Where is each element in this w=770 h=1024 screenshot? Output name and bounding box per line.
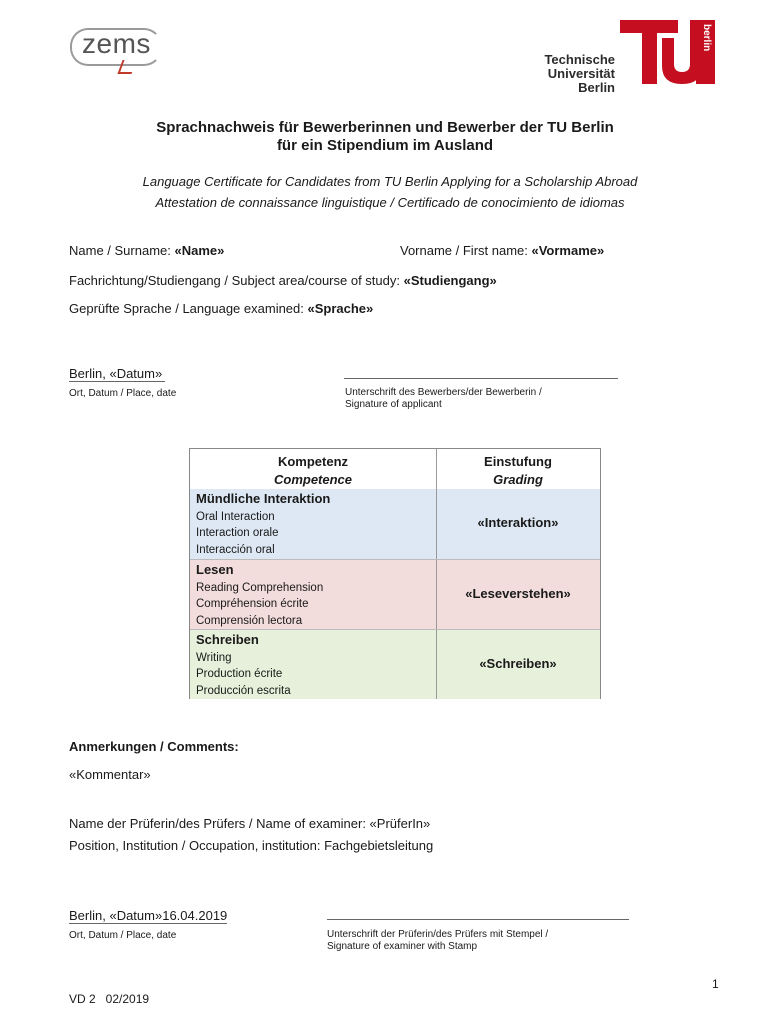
header-competence — [190, 449, 437, 489]
zems-logo-text: zems — [82, 28, 151, 59]
language-field — [69, 301, 373, 316]
examiner-date-underline — [69, 923, 227, 924]
version-label: VD 2 02/2019 — [69, 992, 150, 1006]
applicant-place-date-caption: Ort, Datum / Place, date — [69, 388, 177, 399]
applicant-signature-line — [344, 378, 618, 379]
examiner-signature-caption-1: Unterschrift der Prüferin/des Prüfers mit Stempel / — [327, 929, 549, 940]
page-number: 1 — [712, 977, 719, 991]
subtitle-fr-es: Attestation de connaissance linguistique / Certificado de conocimiento de idiomas — [155, 195, 625, 210]
reading-translations — [196, 580, 323, 629]
header-grading-de: Einstufung — [484, 454, 552, 469]
oral-title: Mündliche Interaktion — [196, 491, 331, 506]
title-line-2: für ein Stipendium im Ausland — [276, 137, 494, 154]
title-line-1: Sprachnachweis für Bewerberinnen und Bewerber der TU Berlin — [156, 119, 614, 136]
language-value: «Sprache» — [307, 301, 374, 316]
oral-fr: Interaction orale — [196, 527, 279, 540]
oral-grade: «Interaktion» — [477, 515, 559, 530]
name-value: «Name» — [174, 243, 225, 258]
subject-field — [69, 273, 497, 288]
reading-en: Reading Comprehension — [196, 582, 324, 594]
oral-translations — [196, 509, 278, 558]
subtitle-en: Language Certificate for Candidates from TU Berlin Applying for a Scholarship Abroad — [142, 174, 638, 189]
examiner-signature-caption-2: Signature of examiner with Stamp — [327, 941, 478, 952]
examiner-position: Position, Institution / Occupation, institution: Fachgebietsleitung — [69, 838, 434, 853]
header-grading — [436, 449, 600, 489]
table-row-writing — [190, 629, 600, 699]
tu-name-line-1: Technische — [544, 52, 615, 67]
examiner-place-date-caption: Ort, Datum / Place, date — [69, 930, 177, 941]
tu-name-line-3: Berlin — [578, 80, 615, 95]
header-competence-en: Competence — [273, 472, 353, 487]
reading-es: Comprensión lectora — [196, 614, 303, 627]
writing-title: Schreiben — [196, 632, 259, 647]
writing-en: Writing — [196, 652, 232, 664]
comments-value: «Kommentar» — [69, 767, 151, 782]
examiner-signature-line — [327, 919, 629, 920]
tu-logo — [620, 20, 715, 84]
firstname-value: «Vormame» — [531, 243, 605, 258]
oral-en: Oral Interaction — [196, 511, 275, 523]
firstname-label: Vorname / First name: — [400, 243, 532, 258]
applicant-place-date: Berlin, «Datum» — [69, 366, 163, 381]
reading-fr: Compréhension écrite — [196, 598, 309, 611]
writing-es: Producción escrita — [196, 684, 291, 697]
subject-value: «Studiengang» — [403, 273, 497, 288]
name-label: Name / Surname: — [69, 243, 175, 258]
writing-translations — [196, 650, 291, 699]
writing-fr: Production écrite — [196, 668, 283, 681]
reading-grade: «Leseverstehen» — [465, 586, 571, 601]
subject-label: Fachrichtung/Studiengang / Subject area/course of study: — [69, 273, 404, 288]
examiner-name: Name der Prüferin/des Prüfers / Name of examiner: «PrüferIn» — [69, 816, 431, 831]
zems-logo — [66, 24, 166, 74]
name-field — [69, 243, 224, 258]
table-row-reading — [190, 559, 600, 630]
oral-es: Interacción oral — [196, 543, 275, 556]
applicant-signature-caption-2: Signature of applicant — [345, 399, 442, 410]
header-grading-en: Grading — [493, 472, 543, 487]
language-label: Geprüfte Sprache / Language examined: — [69, 301, 308, 316]
comments-label: Anmerkungen / Comments: — [69, 739, 239, 754]
tu-name — [544, 53, 615, 95]
tu-name-line-2: Universität — [547, 66, 615, 81]
applicant-signature-caption-1: Unterschrift des Bewerbers/der Bewerberin / — [345, 387, 542, 398]
tu-logo-text: berlin — [701, 24, 712, 52]
competence-table — [189, 448, 601, 699]
table-row-oral — [190, 489, 600, 559]
table-header-row — [190, 449, 600, 490]
examiner-place-date: Berlin, «Datum»16.04.2019 — [69, 908, 228, 923]
reading-title: Lesen — [196, 562, 234, 577]
applicant-date-underline — [69, 381, 165, 382]
header-competence-de: Kompetenz — [277, 454, 349, 469]
writing-grade: «Schreiben» — [479, 656, 557, 671]
firstname-field — [400, 243, 604, 258]
